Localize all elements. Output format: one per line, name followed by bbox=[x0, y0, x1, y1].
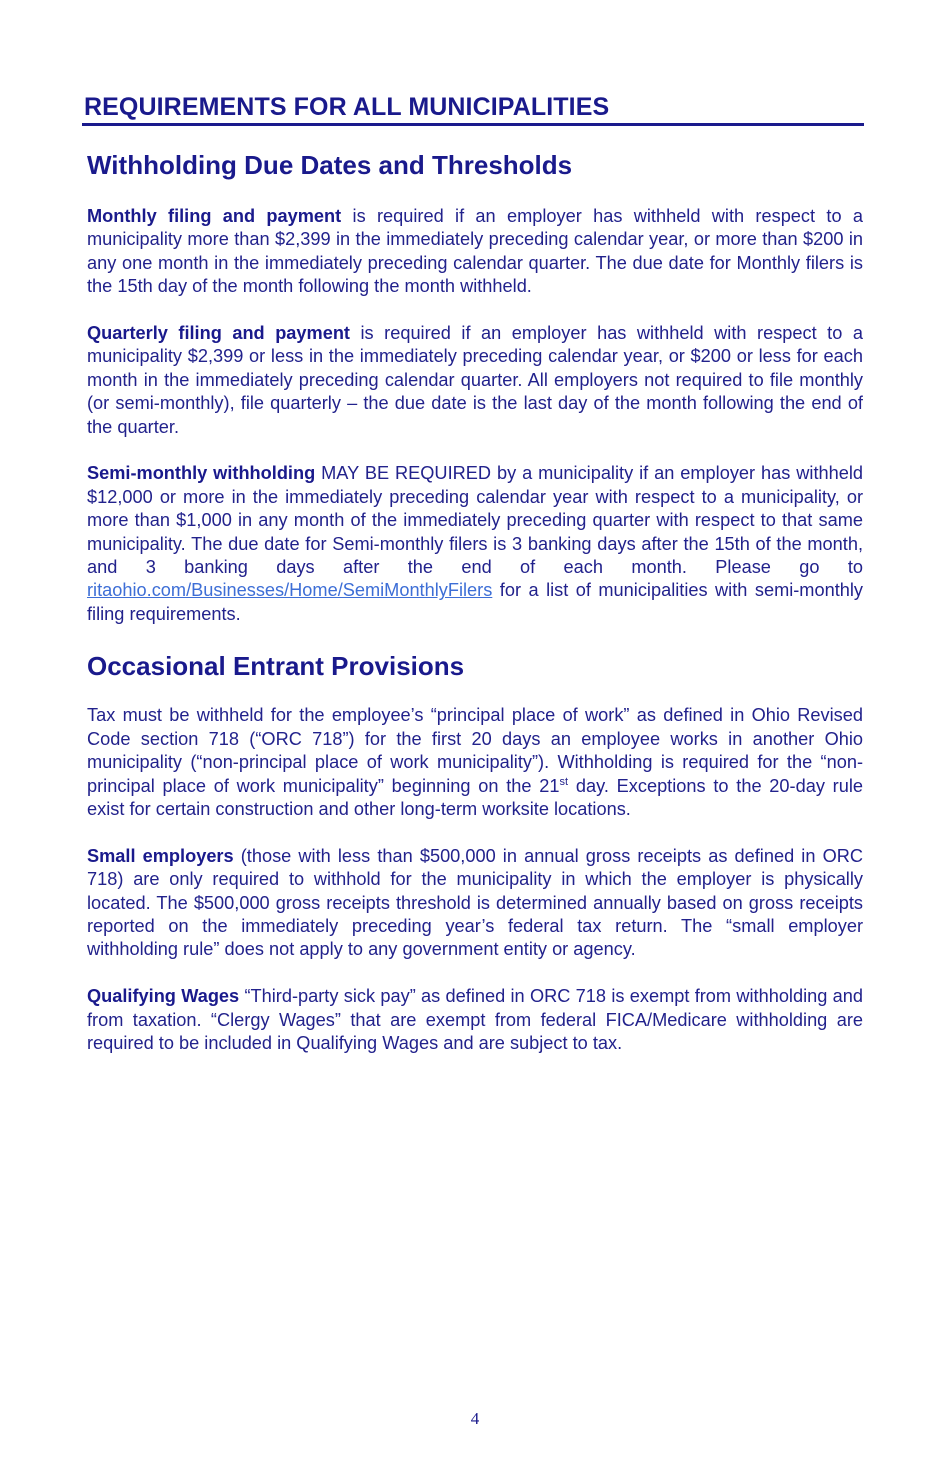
qualifying-wages-text: “Third-party sick pay” as defined in ORC 718 is exempt from withholding and from taxation. “Clergy Wages” that are exempt from federal FICA/Medicare withholding are required to be included in Qualifying Wages and are subject to tax. bbox=[87, 986, 864, 1053]
quarterly-text: is required if an employer has withheld with respect to a municipality $2,399 or less in the immediately preceding calendar year, or $200 or less for each month in the immediately preceding calendar quarter. All employers not required to file monthly (or semi-monthly), file quarterly – the due date is the last day of the month following the end of the quarter. bbox=[87, 323, 863, 437]
page-number: 4 bbox=[470, 1409, 480, 1428]
paragraph-semimonthly bbox=[87, 462, 863, 626]
occasional-text-after: day. Exceptions to the 20-day rule exist for certain construction and other long-term worksite locations. bbox=[87, 775, 864, 819]
quarterly-lead: Quarterly filing and payment bbox=[87, 323, 350, 344]
semimonthly-text-after: for a list of municipalities with semi-monthly filing requirements. bbox=[87, 580, 863, 624]
paragraph-qualifying-wages bbox=[87, 985, 863, 1055]
small-employers-lead: Small employers bbox=[87, 845, 234, 866]
monthly-text: is required if an employer has withheld with respect to a municipality more than $2,399 in the immediately preceding calendar year, or more than $200 in any one month in the immediately preceding calendar quarter. The due date for Monthly filers is the 15th day of the month following the month withheld. bbox=[87, 206, 863, 297]
monthly-lead: Monthly filing and payment bbox=[87, 206, 342, 226]
section-heading-withholding: Withholding Due Dates and Thresholds bbox=[87, 150, 573, 180]
occasional-text-before: Tax must be withheld for the employee’s “principal place of work” as defined in Ohio Revised Code section 718 (“ORC 718”) for the first 20 days an employee works in another Ohio municipality (“non-principal place of work municipality”). Withholding is required for the “non-principal place of work municipality” beginning on the 21 bbox=[87, 705, 863, 796]
small-employers-text: (those with less than $500,000 in annual gross receipts as defined in ORC 718) are only required to withhold for the municipality in which the employer is physically located. The $500,000 gross receipts threshold is determined annually based on gross receipts reported on the immediately preceding year’s federal tax return. The “small employer withholding rule” does not apply to any government entity or agency. bbox=[87, 845, 863, 960]
semimonthly-text-before: MAY BE REQUIRED by a municipality if an employer has withheld $12,000 or more in the immediately preceding calendar year with respect to a municipality, or more than $1,000 in any month of the immediately preceding quarter with respect to that same municipality. The due date for Semi-monthly filers is 3 banking days after the 15th of the month, and 3 banking days after the end of each month. Please go to bbox=[87, 463, 864, 578]
paragraph-small-employers bbox=[87, 845, 863, 962]
page-header bbox=[82, 92, 864, 126]
page-title: REQUIREMENTS FOR ALL MUNICIPALITIES bbox=[84, 93, 610, 121]
paragraph-occasional-intro bbox=[87, 704, 863, 821]
semimonthly-lead: Semi-monthly withholding bbox=[87, 463, 316, 484]
qualifying-wages-lead: Qualifying Wages bbox=[87, 986, 240, 1007]
paragraph-quarterly bbox=[87, 322, 863, 439]
document-body bbox=[87, 148, 863, 1055]
semimonthly-filers-link[interactable]: ritaohio.com/Businesses/Home/SemiMonthlyFilers bbox=[87, 580, 493, 601]
paragraph-monthly bbox=[87, 205, 863, 299]
section-heading-occasional-entrant: Occasional Entrant Provisions bbox=[87, 651, 465, 682]
ordinal-suffix: st bbox=[559, 775, 569, 788]
